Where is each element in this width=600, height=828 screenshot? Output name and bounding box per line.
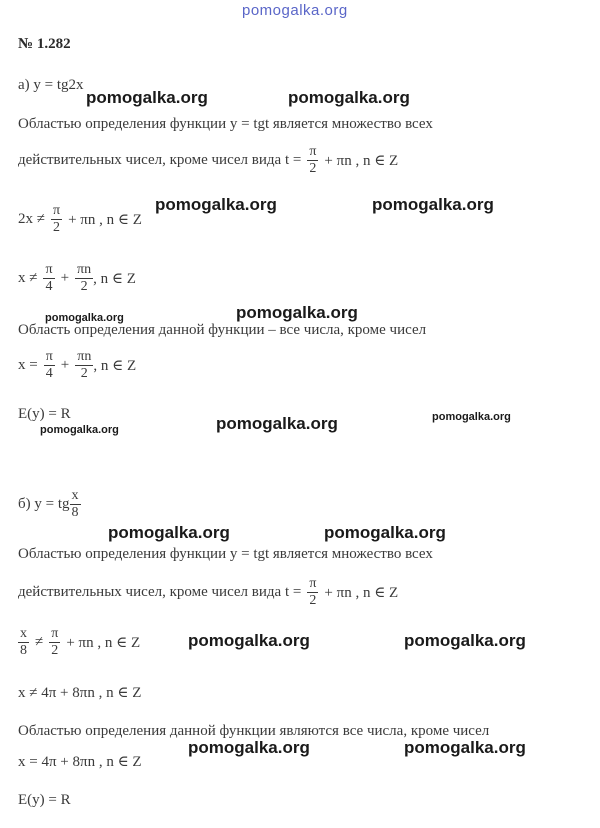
part-b-function: б) y = tg $\frac{x}{8}$ <box>18 488 79 520</box>
watermark: pomogalka.org <box>155 195 277 214</box>
watermark-top: pomogalka.org <box>242 2 348 19</box>
watermark: pomogalka.org <box>86 88 208 107</box>
fraction-pi-2: $\frac{\pi}{2}$ <box>309 144 317 176</box>
watermark: pomogalka.org <box>404 631 526 650</box>
part-a-function: а) y = tg2x <box>18 77 84 93</box>
text-2-prefix: действительных чисел, кроме чисел вида t = <box>18 152 302 168</box>
watermark: pomogalka.org <box>404 738 526 757</box>
part-b-text-1: Областью определения функции y = tgt является множество всех <box>18 546 433 562</box>
watermark: pomogalka.org <box>216 414 338 433</box>
tail: + πn , n ∈ Z <box>324 153 399 169</box>
watermark: pomogalka.org <box>236 303 358 322</box>
watermark-small: pomogalka.org <box>45 312 124 324</box>
watermark: pomogalka.org <box>372 195 494 214</box>
watermark: pomogalka.org <box>324 523 446 542</box>
part-a-equation-1: 2x ≠ $\frac{\pi}{2}$ + πn , n ∈ Z <box>18 203 142 235</box>
part-b-range: E(y) = R <box>18 792 71 808</box>
part-b-equation-3: x = 4π + 8πn , n ∈ Z <box>18 754 142 770</box>
part-a-equation-3: x = $\frac{\pi}{4}$ + $\frac{\pi n}{2}$ , n ∈ Z <box>18 349 137 381</box>
watermark-small: pomogalka.org <box>432 411 511 423</box>
part-b-equation-2: x ≠ 4π + 8πn , n ∈ Z <box>18 685 142 701</box>
part-b-text-2: действительных чисел, кроме чисел вида t = $\frac{\pi}{2}$ + πn , n ∈ Z <box>18 576 399 608</box>
problem-number: № 1.282 <box>18 36 71 52</box>
part-b-equation-1: $\frac{x}{8}$ ≠ $\frac{\pi}{2}$ + πn , n ∈ Z <box>20 626 141 658</box>
part-a-range: E(y) = R <box>18 406 71 422</box>
watermark: pomogalka.org <box>108 523 230 542</box>
watermark: pomogalka.org <box>188 738 310 757</box>
part-a-text-1: Областью определения функции y = tgt является множество всех <box>18 116 433 132</box>
part-a-text-2 <box>18 144 398 177</box>
watermark-small: pomogalka.org <box>40 424 119 436</box>
watermark: pomogalka.org <box>188 631 310 650</box>
part-a-text-3: Область определения данной функции – все числа, кроме чисел <box>18 322 427 338</box>
part-a-equation-2: x ≠ $\frac{\pi}{4}$ + $\frac{\pi n}{2}$ , n ∈ Z <box>18 262 136 294</box>
watermark: pomogalka.org <box>288 88 410 107</box>
part-b-text-3: Областью определения данной функции являются все числа, кроме чисел <box>18 723 490 739</box>
